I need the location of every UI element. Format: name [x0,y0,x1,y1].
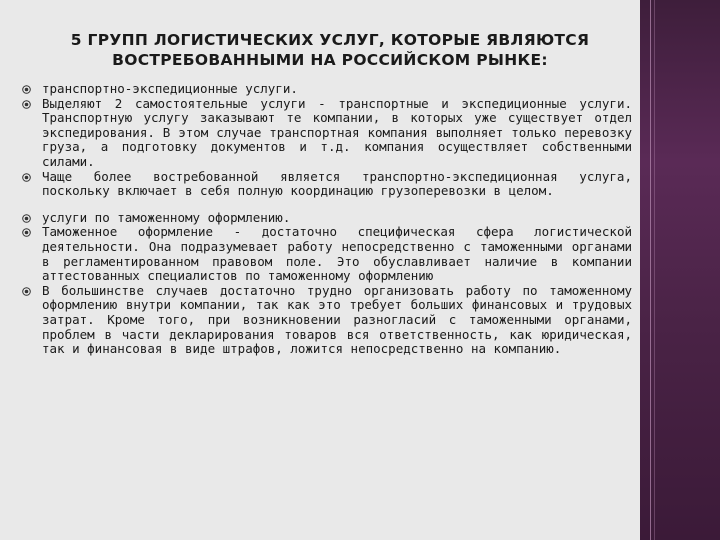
list-item [22,82,632,97]
list-item [22,225,632,283]
circled-bullet-icon [22,85,31,94]
list-item-text: услуги по таможенному оформлению. [42,209,291,225]
circled-bullet-icon [22,287,31,296]
list-item-text: Таможенное оформление - достаточно специфическая сфера логистической деятельности. Она подразумевает работу непосредственно с таможенными органами в регламентированном правовом поле. Это обуславливает наличие в компании аттестованных специалистов по таможенному оформлению [42,224,632,284]
slide-title: 5 ГРУПП ЛОГИСТИЧЕСКИХ УСЛУГ, КОТОРЫЕ ЯВЛЯЮТСЯ ВОСТРЕБОВАННЫМИ НА РОССИЙСКОМ РЫНКЕ: [70,31,590,69]
list-item-text: В большинстве случаев достаточно трудно организовать работу по таможенному оформлению внутри компании, так как это требует больших финансовых и трудовых затрат. Кроме того, при возникновении разногласий с таможенными органами, проблем в части декларирования товаров вся ответственность, как юридическая, так и финансовая в виде штрафов, ложится непосредственно на компанию. [42,282,632,357]
sidebar-stripe [650,0,651,540]
sidebar-stripe [654,0,655,540]
circled-bullet-icon [22,173,31,182]
list-item-text: Чаще более востребованной является транспортно-экспедиционная услуга, поскольку включает в себя полную координацию грузоперевозки в целом. [42,168,632,199]
list-item [22,170,632,199]
circled-bullet-icon [22,214,31,223]
bullet-list [22,82,632,357]
decorative-sidebar [640,0,720,540]
list-item [22,97,632,170]
list-item-text: Выделяют 2 самостоятельные услуги - транспортные и экспедиционные услуги. Транспортную услугу заказывают те компании, в которых уже существует отдел экспедирования. В этом случае транспортная компания выполняет только перевозку груза, а подготовку документов и т.д. компания осуществляет собственными силами. [42,95,632,169]
list-item [22,211,632,226]
list-item-text: транспортно-экспедиционные услуги. [42,81,298,96]
circled-bullet-icon [22,228,31,237]
circled-bullet-icon [22,100,31,109]
list-item [22,284,632,357]
